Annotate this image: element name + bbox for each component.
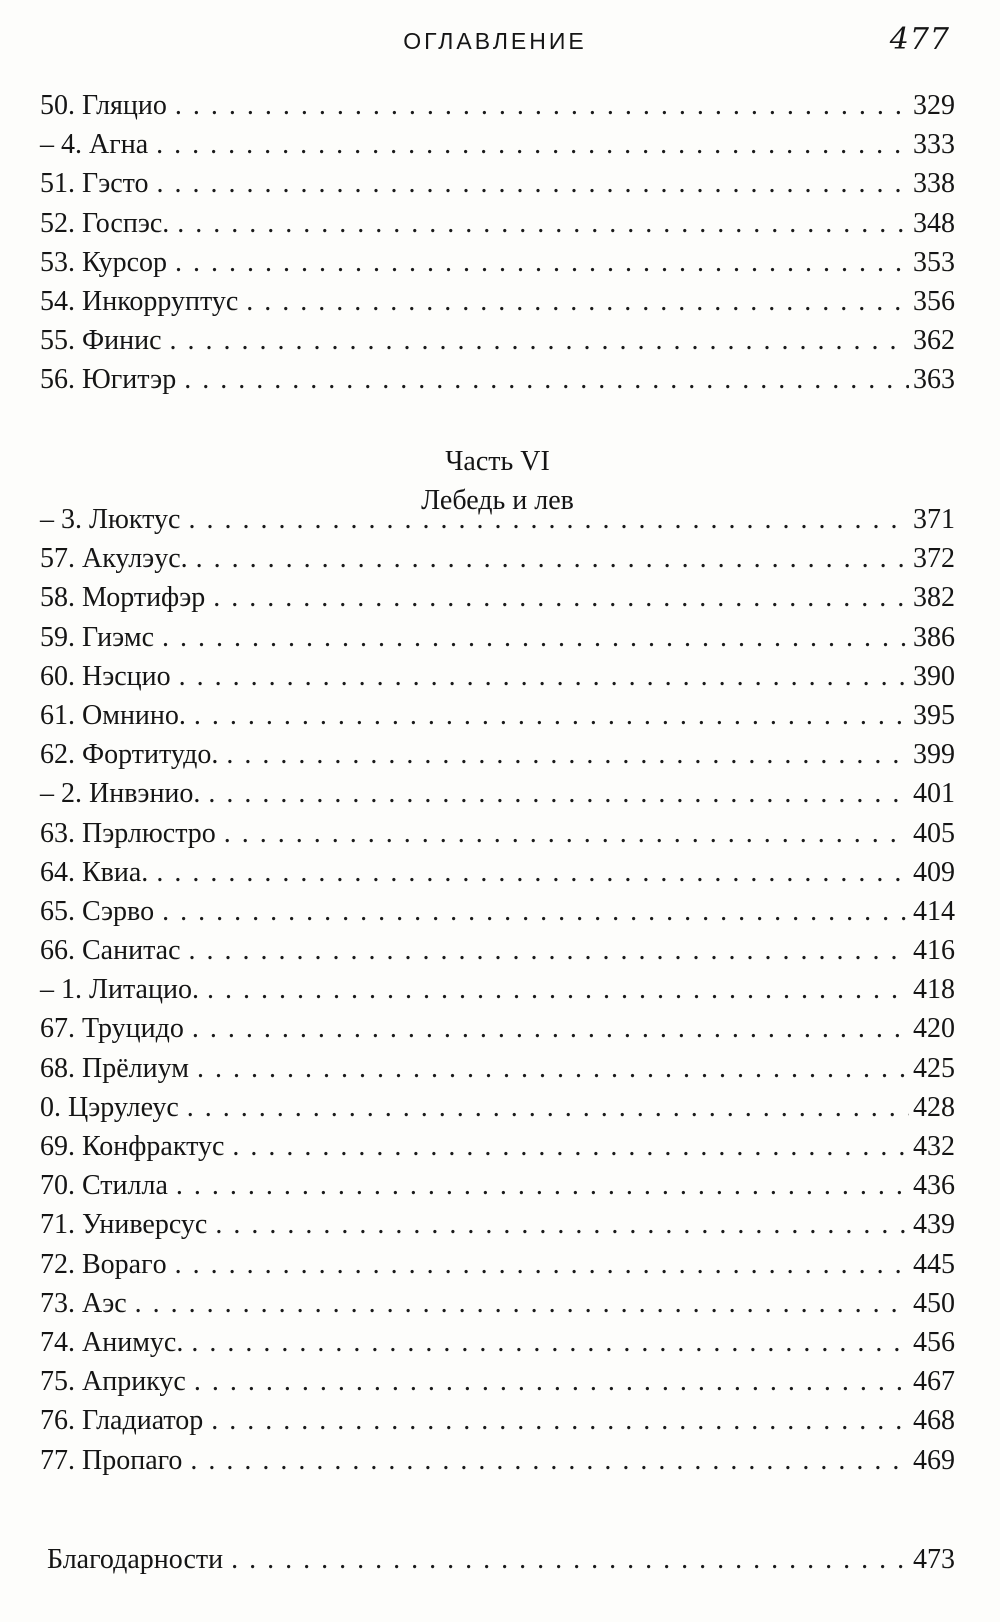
- dot-leader: [194, 1362, 909, 1401]
- dot-leader: [162, 618, 909, 657]
- dot-leader: [213, 578, 909, 617]
- dot-leader: [157, 164, 910, 203]
- toc-entry-page: 445: [913, 1248, 955, 1280]
- toc-entry-title: – 3. Люктус: [40, 504, 181, 535]
- dot-leader: [188, 500, 909, 539]
- toc-entry-title: – 4. Агна: [40, 129, 149, 161]
- dot-leader: [156, 853, 909, 892]
- dot-leader: [179, 657, 909, 696]
- toc-entry-title: 70. Стилла: [40, 1170, 168, 1202]
- dot-leader: [232, 1127, 909, 1166]
- dot-leader: [246, 282, 909, 321]
- toc-entry: [40, 1284, 955, 1323]
- toc-entry: [40, 204, 955, 243]
- running-title: ОГЛАВЛЕНИЕ: [403, 28, 587, 54]
- toc-entry-page: 399: [913, 739, 955, 771]
- toc-entry-title: 50. Гляцио: [40, 90, 167, 121]
- toc-entry: [40, 1088, 955, 1127]
- toc-entry: [40, 1205, 955, 1244]
- toc-entry: [40, 814, 955, 853]
- toc-entry: [40, 1441, 955, 1480]
- toc-entry: [40, 243, 955, 282]
- dot-leader: [189, 931, 909, 970]
- page-number: 477: [889, 22, 950, 57]
- toc-entry-page: 372: [913, 543, 955, 575]
- toc-entry: [40, 657, 955, 696]
- dot-leader: [215, 1205, 909, 1244]
- toc-entry: [40, 618, 955, 657]
- toc-entry: [40, 360, 955, 399]
- dot-leader: [226, 735, 909, 774]
- toc-entry-page: 450: [913, 1287, 955, 1319]
- dot-leader: [175, 86, 909, 125]
- toc-entry: [40, 321, 955, 360]
- toc-entry: [40, 1166, 955, 1205]
- toc-entry-page: 395: [913, 699, 955, 731]
- toc-entry-page: 456: [913, 1326, 955, 1358]
- toc-entry-title: 64. Квиа.: [40, 856, 149, 888]
- dot-leader: [175, 1245, 909, 1284]
- toc-entry: [40, 774, 955, 813]
- dot-leader: [197, 1049, 909, 1088]
- toc-entry: [40, 1009, 955, 1048]
- toc-entry: [40, 578, 955, 617]
- dot-leader: [196, 539, 909, 578]
- toc-entry-title: 76. Гладиатор: [40, 1405, 204, 1437]
- toc-entry-page: 439: [913, 1209, 955, 1241]
- toc-list-part-vi: [40, 500, 955, 1480]
- toc-entry-title: 72. Ворагo: [40, 1248, 167, 1280]
- toc-entry-page: 414: [913, 895, 955, 927]
- toc-entry: [47, 1540, 955, 1579]
- toc-entry: [40, 1245, 955, 1284]
- toc-entry-page: 468: [913, 1405, 955, 1437]
- dot-leader: [192, 1009, 909, 1048]
- toc-entry: [40, 696, 955, 735]
- toc-list-part-v-tail: [40, 86, 955, 400]
- toc-entry-title: 51. Гэсто: [40, 168, 149, 200]
- part-subtitle: Лебедь и лев: [421, 485, 574, 516]
- dot-leader: [135, 1284, 909, 1323]
- toc-entry: [40, 1127, 955, 1166]
- dot-leader: [208, 774, 909, 813]
- toc-entry-title: 54. Инкорруптус: [40, 285, 239, 317]
- dot-leader: [175, 243, 909, 282]
- dot-leader: [211, 1401, 909, 1440]
- dot-leader: [156, 125, 909, 164]
- toc-entry-page: 382: [913, 582, 955, 614]
- dot-leader: [176, 1166, 909, 1205]
- dot-leader: [170, 321, 909, 360]
- dot-leader: [190, 1441, 909, 1480]
- toc-entry: [40, 164, 955, 203]
- toc-entry-page: 363: [913, 364, 955, 396]
- toc-entry-page: 467: [913, 1366, 955, 1398]
- dot-leader: [177, 204, 909, 243]
- dot-leader: [162, 892, 909, 931]
- toc-entry: [40, 735, 955, 774]
- toc-entry-title: 74. Анимус.: [40, 1326, 184, 1358]
- toc-entry: [40, 1323, 955, 1362]
- toc-entry-page: 469: [913, 1444, 955, 1476]
- toc-entry-page: 362: [913, 325, 955, 357]
- toc-entry-page: 371: [913, 504, 955, 535]
- toc-entry: [40, 931, 955, 970]
- toc-entry-page: 329: [913, 90, 955, 121]
- toc-entry-title: 73. Аэс: [40, 1287, 127, 1319]
- toc-entry-title: 55. Финис: [40, 325, 162, 357]
- toc-entry-title: 75. Априкус: [40, 1366, 186, 1398]
- toc-entry-title: 65. Сэрво: [40, 895, 155, 927]
- toc-entry-title: 52. Госпэс.: [40, 207, 170, 239]
- toc-entry-page: 473: [913, 1544, 955, 1575]
- dot-leader: [231, 1540, 909, 1579]
- toc-entry-page: 436: [913, 1170, 955, 1202]
- toc-entry: [40, 1049, 955, 1088]
- toc-entry-page: 356: [913, 285, 955, 317]
- toc-entry: [40, 1362, 955, 1401]
- toc-entry-title: 77. Пропаго: [40, 1444, 183, 1476]
- toc-entry: [40, 892, 955, 931]
- toc-entry-page: 432: [913, 1131, 955, 1162]
- toc-entry-page: 405: [913, 817, 955, 849]
- toc-entry-title: 59. Гиэмс: [40, 621, 155, 653]
- toc-entry-title: Благодарности: [47, 1544, 224, 1575]
- toc-entry-title: 58. Мортифэр: [40, 582, 206, 614]
- toc-entry-page: 348: [913, 207, 955, 239]
- toc-entry-title: 61. Омнино.: [40, 699, 186, 731]
- toc-entry: [40, 125, 955, 164]
- toc-entry-page: 333: [913, 129, 955, 161]
- dot-leader: [207, 970, 909, 1009]
- toc-entry: [40, 86, 955, 125]
- dot-leader: [187, 1088, 909, 1127]
- toc-entry-title: 67. Труцидо: [40, 1013, 184, 1045]
- toc-entry-page: 386: [913, 621, 955, 653]
- toc-entry-page: 418: [913, 974, 955, 1006]
- toc-entry-title: 69. Конфрактус: [40, 1131, 225, 1162]
- toc-entry-title: 53. Курсор: [40, 246, 167, 278]
- toc-entry-title: – 1. Литацио.: [40, 974, 199, 1006]
- dot-leader: [191, 1323, 909, 1362]
- toc-entry-title: 56. Югитэр: [40, 364, 177, 396]
- toc-entry: [40, 539, 955, 578]
- toc-entry-page: 390: [913, 660, 955, 692]
- toc-entry-page: 409: [913, 856, 955, 888]
- toc-entry: [40, 500, 955, 539]
- toc-acknowledgements: [47, 1540, 955, 1579]
- running-head: [40, 22, 950, 62]
- toc-entry-title: – 2. Инвэнио.: [40, 778, 201, 810]
- toc-entry-title: 57. Акулэус.: [40, 543, 188, 575]
- dot-leader: [194, 696, 909, 735]
- toc-entry: [40, 970, 955, 1009]
- dot-leader: [184, 360, 909, 399]
- toc-entry-page: 425: [913, 1052, 955, 1084]
- toc-entry-title: 62. Фортитудо.: [40, 739, 219, 771]
- toc-entry-title: 60. Нэсцио: [40, 660, 171, 692]
- toc-entry-title: 71. Универсус: [40, 1209, 208, 1241]
- toc-entry-page: 420: [913, 1013, 955, 1045]
- toc-entry: [40, 282, 955, 321]
- toc-entry-title: 63. Пэрлюстро: [40, 817, 216, 849]
- toc-entry-title: 66. Санитас: [40, 935, 181, 967]
- toc-entry-page: 401: [913, 778, 955, 810]
- toc-entry-page: 353: [913, 246, 955, 278]
- toc-entry-title: 0. Цэрулеус: [40, 1091, 179, 1123]
- dot-leader: [224, 814, 909, 853]
- part-label: Часть VI: [445, 446, 550, 477]
- toc-entry: [40, 853, 955, 892]
- toc-entry-page: 428: [913, 1091, 955, 1123]
- toc-entry-page: 338: [913, 168, 955, 200]
- toc-entry: [40, 1401, 955, 1440]
- toc-entry-title: 68. Прёлиум: [40, 1052, 189, 1084]
- toc-entry-page: 416: [913, 935, 955, 967]
